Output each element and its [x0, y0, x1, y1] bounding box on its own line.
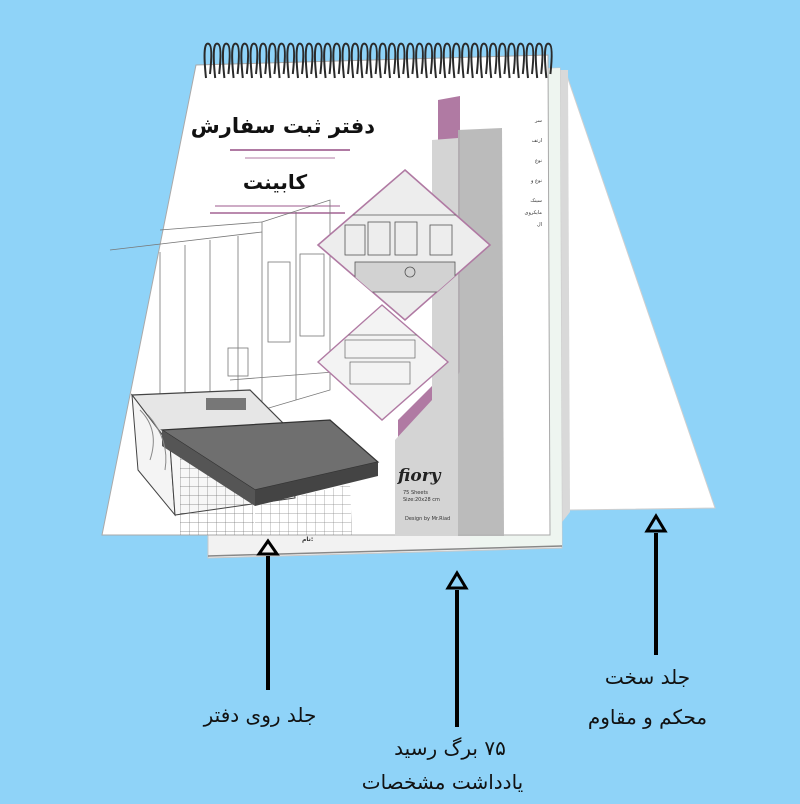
hard-back-cover [548, 70, 715, 540]
form-line: ال [536, 222, 542, 228]
cover-footer-name: نام: [302, 536, 314, 543]
form-line: نوع [535, 158, 542, 164]
form-line: سر [535, 118, 542, 124]
label-hard-cover-line1: جلد سخت [604, 665, 691, 689]
label-hard-cover-line2: محکم و مقاوم [587, 705, 708, 729]
cover-title: دفتر ثبت سفارش [190, 114, 375, 138]
cover-subtitle: کابینت [242, 170, 308, 194]
form-line: ارتف [531, 138, 542, 144]
form-line: نوع و [531, 178, 542, 184]
label-front-cover: جلد روی دفتر [203, 703, 317, 727]
brand-logo: fiory [398, 466, 441, 486]
arrow-hard-cover [647, 516, 665, 655]
form-line: سینک [530, 198, 542, 204]
label-pages-line2: یادداشت مشخصات [361, 770, 524, 794]
spec-sheets: 75 Sheets [403, 490, 429, 496]
label-pages-line1: ۷۵ برگ رسید [394, 736, 506, 760]
arrow-front-cover [259, 541, 277, 690]
arrow-pages [448, 573, 466, 727]
inner-page-form [520, 118, 542, 234]
form-line: مایکروی [524, 210, 542, 216]
spec-size: Size:20x28 cm [403, 497, 440, 503]
designer-credit: Design by Mr.Riad [405, 516, 451, 522]
